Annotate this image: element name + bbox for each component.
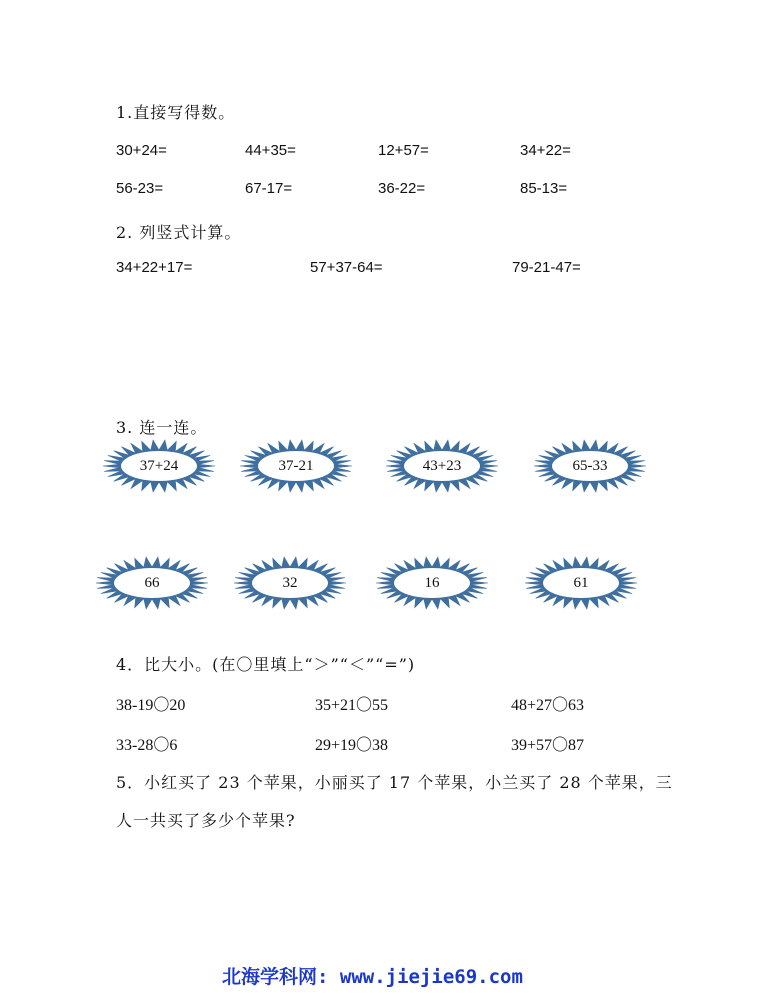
section2-heading: 2. 列竖式计算。 bbox=[116, 223, 242, 242]
section3-heading: 3. 连一连。 bbox=[116, 418, 208, 437]
compare-right: 38 bbox=[372, 737, 389, 754]
word-problem-line1: 5．小红买了 23 个苹果，小丽买了 17 个苹果，小兰买了 28 个苹果，三 bbox=[116, 773, 673, 792]
compare-left: 48+27 bbox=[511, 697, 553, 714]
vertical-calc-item: 34+22+17= bbox=[116, 259, 193, 276]
compare-circle[interactable]: 〇 bbox=[153, 737, 170, 754]
compare-circle[interactable]: 〇 bbox=[552, 697, 569, 714]
compare-item bbox=[315, 732, 388, 755]
arith-item: 12+57= bbox=[378, 142, 429, 159]
arith-item: 56-23= bbox=[116, 180, 164, 197]
burst-bottom-4[interactable] bbox=[523, 556, 639, 610]
compare-left: 29+19 bbox=[315, 737, 357, 754]
burst-top-4[interactable] bbox=[532, 439, 648, 493]
vertical-calc-item: 79-21-47= bbox=[512, 259, 581, 276]
arith-item: 44+35= bbox=[245, 142, 296, 159]
word-problem-line2: 人一共买了多少个苹果? bbox=[116, 811, 296, 830]
burst-label: 32 bbox=[282, 575, 298, 591]
vertical-calc-item: 57+37-64= bbox=[310, 259, 383, 276]
burst-bottom-1[interactable] bbox=[94, 556, 210, 610]
compare-right: 6 bbox=[169, 737, 178, 754]
burst-label: 43+23 bbox=[422, 458, 462, 474]
burst-label: 66 bbox=[144, 575, 160, 591]
burst-label: 65-33 bbox=[572, 458, 608, 474]
compare-item bbox=[511, 692, 584, 715]
compare-right: 63 bbox=[568, 697, 585, 714]
burst-top-1[interactable] bbox=[101, 439, 217, 493]
arith-item: 34+22= bbox=[520, 142, 571, 159]
arith-item: 85-13= bbox=[520, 180, 568, 197]
compare-right: 87 bbox=[568, 737, 585, 754]
compare-circle[interactable]: 〇 bbox=[356, 697, 373, 714]
compare-left: 38-19 bbox=[116, 697, 154, 714]
compare-circle[interactable]: 〇 bbox=[356, 737, 373, 754]
compare-item bbox=[315, 692, 388, 715]
compare-right: 55 bbox=[372, 697, 389, 714]
arith-item: 36-22= bbox=[378, 180, 426, 197]
burst-bottom-3[interactable] bbox=[374, 556, 490, 610]
burst-label: 37-21 bbox=[278, 458, 314, 474]
compare-circle[interactable]: 〇 bbox=[153, 697, 170, 714]
arith-item: 30+24= bbox=[116, 142, 167, 159]
compare-left: 33-28 bbox=[116, 737, 154, 754]
burst-label: 16 bbox=[424, 575, 440, 591]
burst-top-2[interactable] bbox=[238, 439, 354, 493]
section4-heading: 4．比大小。(在〇里填上“＞”“＜”“=”) bbox=[116, 655, 416, 674]
compare-item bbox=[116, 692, 185, 715]
burst-label: 37+24 bbox=[139, 458, 179, 474]
compare-right: 20 bbox=[169, 697, 186, 714]
section1-heading: 1.直接写得数。 bbox=[116, 103, 236, 122]
compare-circle[interactable]: 〇 bbox=[552, 737, 569, 754]
compare-item bbox=[511, 732, 584, 755]
footer-watermark: 北海学科网: www.jiejie69.com bbox=[222, 966, 523, 988]
compare-left: 35+21 bbox=[315, 697, 357, 714]
burst-label: 61 bbox=[573, 575, 589, 591]
burst-top-3[interactable] bbox=[384, 439, 500, 493]
arith-item: 67-17= bbox=[245, 180, 293, 197]
burst-bottom-2[interactable] bbox=[232, 556, 348, 610]
compare-left: 39+57 bbox=[511, 737, 553, 754]
compare-item bbox=[116, 732, 177, 755]
